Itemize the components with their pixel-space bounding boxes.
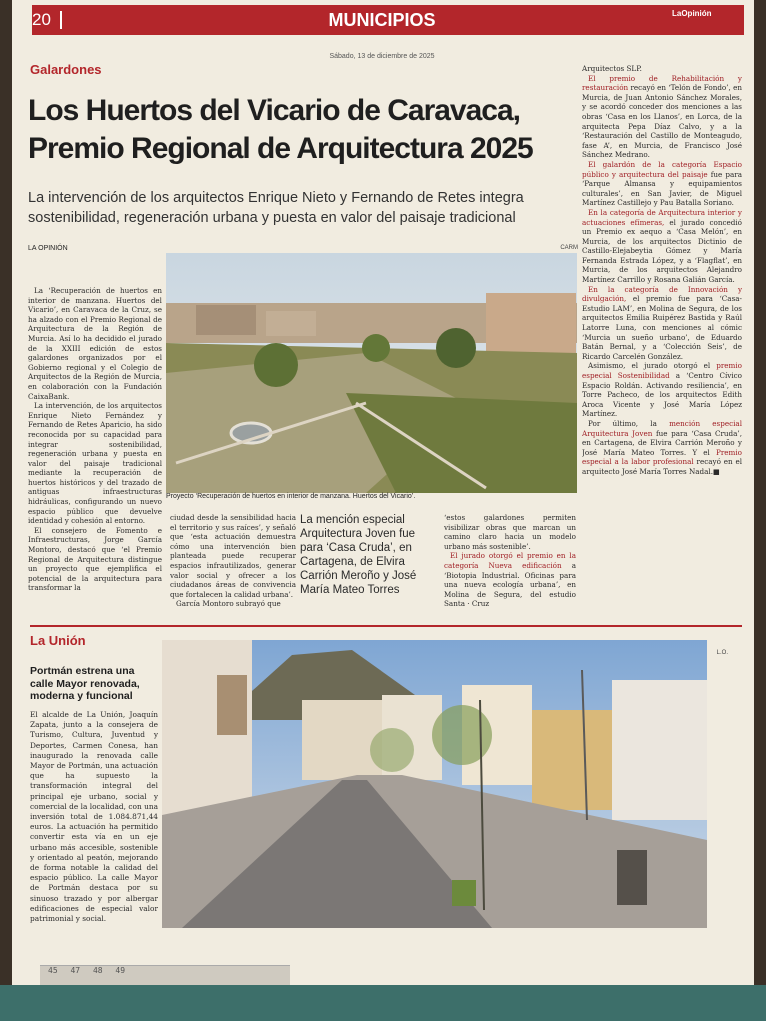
paragraph-text: el jurado concedió un Premio ex aequo a ‘Casa Melón’, en Murcia, de los arquitectos Dictinio de Castillo-Elejabeytia Gómez y María Fernanda Estrada López, y a ‘Flagflat’, en Murcia, de los arquitectos Alejandro Martínez Carrillo y Rosana Galián García. (582, 217, 742, 285)
paragraph: La intervención, de los arquitectos Enrique Nieto Fernández y Fernando de Retes Aparicio, ha sido reconocida por su capacidad para integrar sostenibilidad, regeneración urbana y puesta en valor del paisaje tradicional mediante la recuperación de huertos históricos y del trazado de antiguas infraestructuras hidráulicas, configurando un nuevo espacio público que devuelve identidad y cohesión al entorno. (28, 401, 162, 526)
main-photo (166, 253, 577, 493)
paragraph-text: fue para ‘Casa Cruda’, en Cartagena, de Elvira Carrión Meroño y José María Mateo Torres. Y el (582, 428, 742, 457)
paragraph: La ‘Recuperación de huertos en interior de manzana. Huertos del Vicario’, en Caravaca de la Cruz, se ha alzado con el Premio Regional de Arquitectura de la Región de Murcia. Así lo ha decidido el jurado de la XXIII edición de estos galardones organizados por el Gobierno regional y el Colegio de Arquitectos de la Región de Murcia, en colaboración con la Fundación CaixaBank. (28, 286, 162, 401)
newspaper-brand: LaOpinión (672, 9, 712, 18)
page-number-divider (60, 11, 62, 29)
ruler-mark: 47 (70, 966, 81, 975)
paragraph (444, 551, 576, 609)
section-title: MUNICIPIOS (328, 10, 436, 30)
paragraph (582, 160, 742, 208)
paragraph-text: a ‘Centro Cívico Espacio Roldán. Activando resiliencia’, en Torre Pacheco, de los arquitectos Edith Aroca Vicente y José María López Martínez. (582, 371, 742, 419)
highlight-text: premio especial Sostenibilidad (582, 361, 742, 380)
article-headline (28, 92, 568, 174)
photo-credit: CARM (560, 245, 578, 251)
paragraph-text: Asimismo, el jurado otorgó el (588, 361, 717, 371)
section-divider (30, 625, 742, 627)
article-column-2 (170, 513, 296, 613)
page-number: 20 (32, 10, 51, 29)
paragraph (582, 208, 742, 285)
paragraph-text: a ‘Biotopia Industrial. Oficinas para una nueva ecología urbana’, en Molina de Segura, del estudio Santa · Cruz (444, 560, 576, 609)
paragraph-text: Por último, la (588, 418, 670, 428)
paragraph: ‘estos galardones permiten visibilizar obras que marcan un camino claro hacia un modelo urbano más sostenible’. (444, 513, 576, 551)
paragraph-text: fue para ‘Parque Almansa y equipamientos culturales’, en San Javier, de Miguel Martínez Castillejo y Pau Batalla Soriano. (582, 169, 742, 208)
article-byline: LA OPINIÓN (28, 245, 68, 252)
newspaper-page (12, 0, 754, 995)
photo-caption: Proyecto ‘Recuperación de huertos en interior de manzana. Huertos del Vicario’. (166, 493, 416, 500)
paragraph: ciudad desde la sensibilidad hacia el territorio y sus raíces’, y señaló que ‘esta actuación demuestra cómo una intervención bien planteada puede recuperar espacios infrautilizados, generar valor social y ofrecer a los ciudadanos áreas de convivencia que fortalecen la calidad urbana’. (170, 513, 296, 599)
highlight-text: El premio de Rehabilitación y restauración (582, 73, 742, 93)
paragraph (582, 74, 742, 160)
highlight-text: mención especial Arquitectura Joven (582, 418, 742, 438)
pull-quote: La mención especial Arquitectura Joven fue para ‘Casa Cruda’, en Cartagena, de Elvira Carrión Meroño y José María Mateo Torres (300, 514, 417, 596)
article-column-4 (582, 64, 742, 624)
ruler-mark: 45 (48, 966, 58, 975)
article-column-1 (28, 286, 162, 602)
highlight-text: Premio especial a la labor profesional (582, 447, 742, 467)
article-column-3 (444, 513, 576, 613)
article-kicker: Galardones (30, 62, 102, 77)
headline-line-1: Los Huertos del Vicario de Caravaca, (28, 94, 521, 127)
paragraph-text: recayó en ‘Telón de Fondo’, en Murcia, de Juan Antonio Sánchez Morales, y se acordó conceder dos menciones a las obras ‘Casa en los Llanos’, en Lorca, de la arquitecta Pepa Díaz Calvo, y a la ‘Restauración del Castillo de Monteagudo, fase A’, en Murcia, de Francisco José Sánchez Medrano. (582, 83, 742, 160)
ruler-mark: 48 (92, 966, 103, 975)
highlight-text: El galardón de la categoría Espacio público y arquitectura del paisaje (582, 159, 742, 179)
article-subhead: La intervención de los arquitectos Enrique Nieto y Fernando de Retes integra sostenibilidad, regeneración urbana y puesta en valor del paisaje tradicional (28, 190, 524, 226)
launion-photo (162, 640, 707, 928)
highlight-text: El jurado otorgó el premio en la categoría Nueva edificación (444, 551, 576, 570)
launion-kicker: La Unión (30, 633, 86, 648)
paragraph (582, 419, 742, 477)
launion-headline: Portmán estrena una calle Mayor renovada, moderna y funcional (30, 665, 140, 702)
paragraph (582, 285, 742, 362)
ruler-mark: 49 (115, 966, 126, 975)
highlight-text: En la categoría de Innovación y divulgación, (582, 284, 742, 304)
paragraph: Arquitectos SLP. (582, 64, 642, 73)
paragraph (582, 361, 742, 419)
paragraph-text: recayó en el arquitecto José María Torres Nadal.■ (582, 457, 742, 476)
paragraph: El consejero de Fomento e Infraestructuras, Jorge García Montoro, destacó que ‘el Premio Regional de Arquitectura distingue un proyecto que ejemplifica el potencial de la arquitectura para transformar la (28, 525, 162, 593)
highlight-text: En la categoría de Arquitectura interior y actuaciones efímeras, (582, 207, 742, 227)
launion-body: El alcalde de La Unión, Joaquín Zapata, junto a la consejera de Turismo, Cultura, Juventud y Deportes, Carmen Conesa, han inaugurado la renovada calle Mayor de Portmán, una actuación que ha supuesto la transformación integral del principal eje urbano, social y comercial de la localidad, con una inversión total de 1.084.871,44 euros. La actuación ha permitido convertir esta vía en un eje urbano más accesible, sostenible y orientado al peatón, mejorando de forma notable la calidad del espacio público. La calle Mayor de Portmán destaca por su sinuoso trazado y por albergar edificaciones de especial valor patrimonial y social. (30, 710, 158, 924)
headline-line-2: Premio Regional de Arquitectura 2025 (28, 132, 533, 165)
issue-date: Sábado, 13 de diciembre de 2025 (329, 53, 435, 60)
launion-photo-credit: L.O. (716, 650, 728, 656)
paragraph: García Montoro subrayó que (176, 599, 281, 609)
cutting-mat (0, 985, 766, 1021)
paragraph-text: el premio fue para ‘Casa-Estudio LAM’, en Molina de Segura, de los arquitectos Emilia Ruipérez Bastida y Raúl Latorre Luna, con menciones al cómic ‘Murcia un sueño urbano’, de Eduardo Batán Bernal, y a ‘Colección Seis’, de Ricardo Carcelén González. (582, 294, 742, 361)
